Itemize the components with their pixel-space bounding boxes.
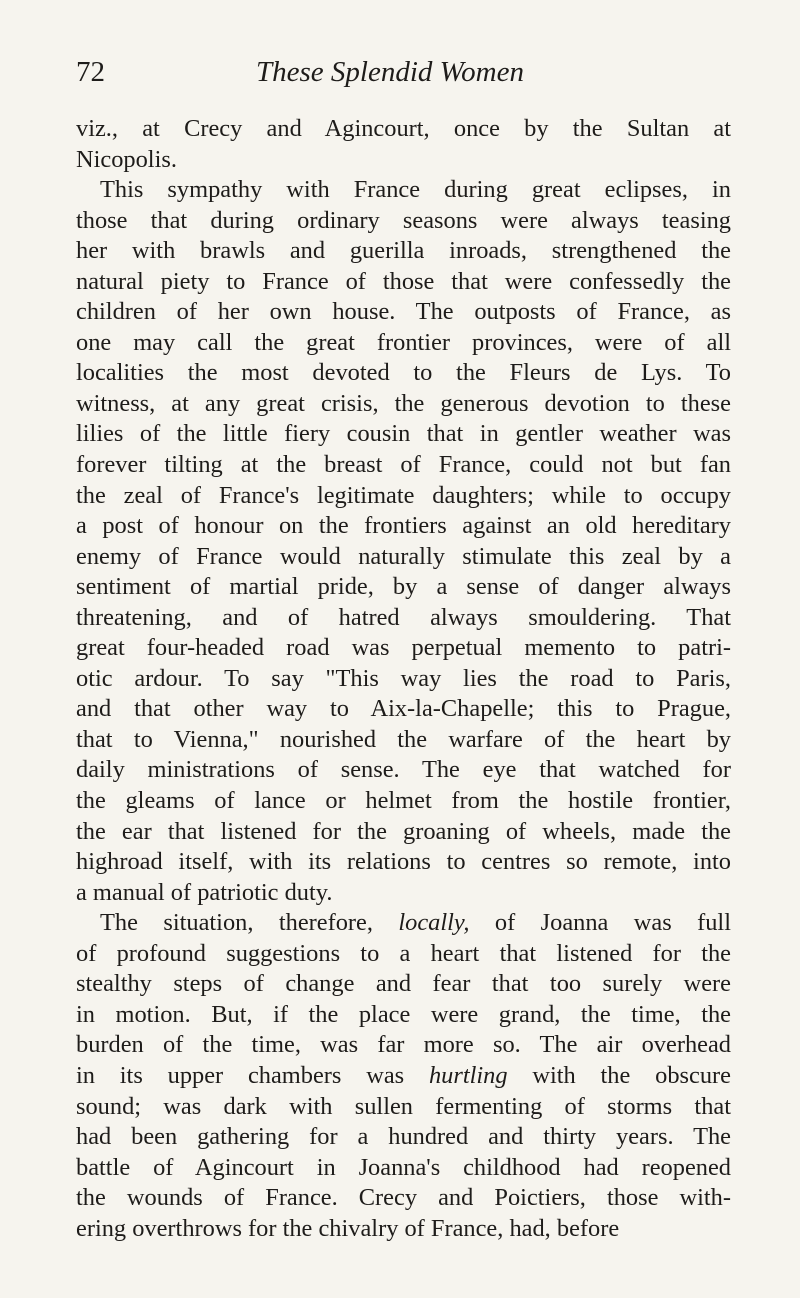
running-title: These Splendid Women bbox=[256, 56, 524, 88]
text-line: the zeal of France's legitimate daughters; while to occupy bbox=[76, 481, 731, 509]
italic-phrase: locally, bbox=[398, 909, 470, 937]
text-line: ering overthrows for the chivalry of France, had, before bbox=[76, 1214, 620, 1242]
text-line: her with brawls and guerilla inroads, strengthened the bbox=[76, 237, 731, 265]
body-text bbox=[76, 114, 731, 1244]
text-line: burden of the time, was far more so. The air overhead bbox=[76, 1031, 731, 1059]
text-line: had been gathering for a hundred and thirty years. The bbox=[76, 1123, 731, 1151]
text-line: natural piety to France of those that were confessedly the bbox=[76, 267, 731, 295]
text-line: the gleams of lance or helmet from the hostile frontier, bbox=[76, 787, 731, 815]
text-line: This sympathy with France during great eclipses, in bbox=[100, 176, 731, 204]
text-line bbox=[76, 908, 731, 939]
text-segment: with the obscure bbox=[507, 1061, 731, 1089]
text-segment: The situation, therefore, bbox=[100, 909, 399, 937]
text-line: forever tilting at the breast of France, could not but fan bbox=[76, 451, 731, 479]
text-line: great four-headed road was perpetual memento to patri- bbox=[76, 634, 731, 662]
italic-phrase: hurtling bbox=[428, 1061, 508, 1089]
text-segment: in its upper chambers was bbox=[76, 1061, 429, 1089]
text-line: of profound suggestions to a heart that listened for the bbox=[76, 939, 731, 967]
text-line bbox=[76, 1061, 731, 1092]
text-line: and that other way to Aix-la-Chapelle; this to Prague, bbox=[76, 695, 731, 723]
book-page bbox=[76, 50, 731, 1244]
text-line: the ear that listened for the groaning of wheels, made the bbox=[76, 817, 731, 845]
text-line: witness, at any great crisis, the generous devotion to these bbox=[76, 389, 731, 417]
text-line: viz., at Crecy and Agincourt, once by the Sultan at bbox=[76, 115, 731, 142]
text-line: the wounds of France. Crecy and Poictiers, those with- bbox=[76, 1184, 731, 1212]
text-line: Nicopolis. bbox=[76, 145, 177, 173]
text-line: in motion. But, if the place were grand, the time, the bbox=[76, 1000, 731, 1028]
text-line: battle of Agincourt in Joanna's childhood had reopened bbox=[76, 1153, 731, 1181]
text-line: stealthy steps of change and fear that too surely were bbox=[76, 970, 731, 998]
text-line: enemy of France would naturally stimulate this zeal by a bbox=[76, 542, 731, 570]
text-line: a post of honour on the frontiers against an old hereditary bbox=[76, 512, 731, 540]
text-line: threatening, and of hatred always smouldering. That bbox=[76, 603, 731, 631]
text-segment: of Joanna was full bbox=[469, 909, 731, 937]
text-line: a manual of patriotic duty. bbox=[76, 878, 333, 906]
text-line: one may call the great frontier provinces, were of all bbox=[76, 328, 731, 356]
text-line: daily ministrations of sense. The eye that watched for bbox=[76, 756, 731, 784]
text-line: otic ardour. To say "This way lies the road to Paris, bbox=[76, 664, 731, 692]
text-line: children of her own house. The outposts of France, as bbox=[76, 298, 731, 326]
paragraph bbox=[76, 175, 731, 908]
text-line: sentiment of martial pride, by a sense of danger always bbox=[76, 573, 731, 601]
text-line: those that during ordinary seasons were always teasing bbox=[76, 206, 731, 234]
text-line: sound; was dark with sullen fermenting of storms that bbox=[76, 1092, 731, 1120]
running-head bbox=[76, 50, 731, 94]
page-number: 72 bbox=[76, 56, 105, 88]
paragraph bbox=[76, 114, 731, 175]
text-line: that to Vienna," nourished the warfare of the heart by bbox=[76, 725, 731, 753]
text-line: highroad itself, with its relations to centres so remote, into bbox=[76, 848, 731, 876]
paragraph bbox=[76, 908, 731, 1244]
text-line: lilies of the little fiery cousin that in gentler weather was bbox=[76, 420, 731, 448]
text-line: localities the most devoted to the Fleurs de Lys. To bbox=[76, 359, 731, 387]
